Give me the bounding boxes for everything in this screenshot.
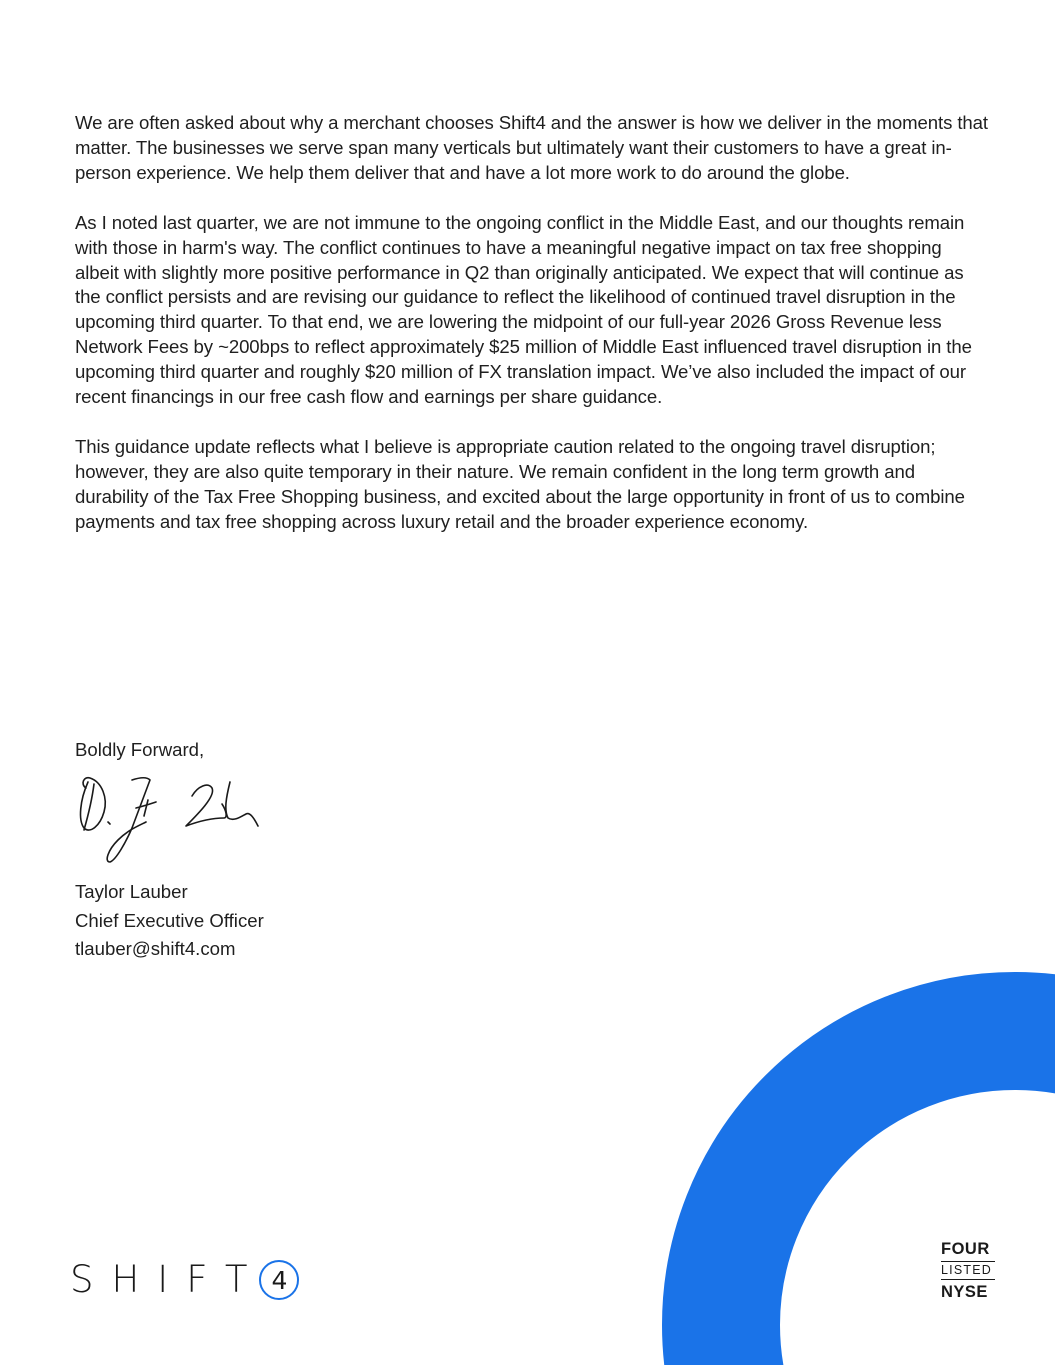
letter-body	[75, 111, 990, 560]
logo-circled-four: 4	[259, 1260, 299, 1300]
paragraph-intro: We are often asked about why a merchant chooses Shift4 and the answer is how we deliver in the moments that matter. The businesses we serve span many verticals but ultimately want their customers to have a great in-person experience. We help them deliver that and have a lot more work to do around the globe.	[75, 112, 988, 183]
handwritten-signature	[74, 770, 269, 865]
signer-name: Taylor Lauber	[75, 881, 188, 902]
paragraph-guidance: This guidance update reflects what I believe is appropriate caution related to the ongoing travel disruption; however, they are also quite temporary in their nature. We remain confident in the long term growth and durability of the Tax Free Shopping business, and excited about the large opportunity in front of us to combine payments and tax free shopping across luxury retail and the broader experience economy.	[75, 435, 965, 532]
logo-wordmark: SHIFT	[70, 1258, 266, 1301]
listing-label: LISTED	[941, 1261, 995, 1280]
listing-ticker: FOUR	[941, 1240, 990, 1258]
shift4-logo	[70, 1258, 299, 1302]
closing-line: Boldly Forward,	[75, 739, 205, 760]
signer-title: Chief Executive Officer	[75, 909, 264, 931]
paragraph-middle-east: As I noted last quarter, we are not immune to the ongoing conflict in the Middle East, and our thoughts remain with those in harm's way. The conflict continues to have a meaningful negative impact on tax free shopping albeit with slightly more positive performance in Q2 than originally anticipated. We expect that will continue as the conflict persists and are revising our guidance to reflect the likelihood of continued travel disruption in the upcoming third quarter. To that end, we are lowering the midpoint of our full-year 2026 Gross Revenue less Network Fees by ~200bps to reflect approximately $25 million of Middle East influenced travel disruption in the upcoming third quarter and roughly $20 million of FX translation impact. We’ve also included the impact of our recent financings in our free cash flow and earnings per share guidance.	[75, 211, 972, 408]
nyse-listing-badge	[941, 1240, 995, 1301]
signer-email: tlauber@shift4.com	[75, 938, 236, 959]
listing-exchange: NYSE	[941, 1283, 988, 1301]
signer-block	[75, 878, 264, 964]
